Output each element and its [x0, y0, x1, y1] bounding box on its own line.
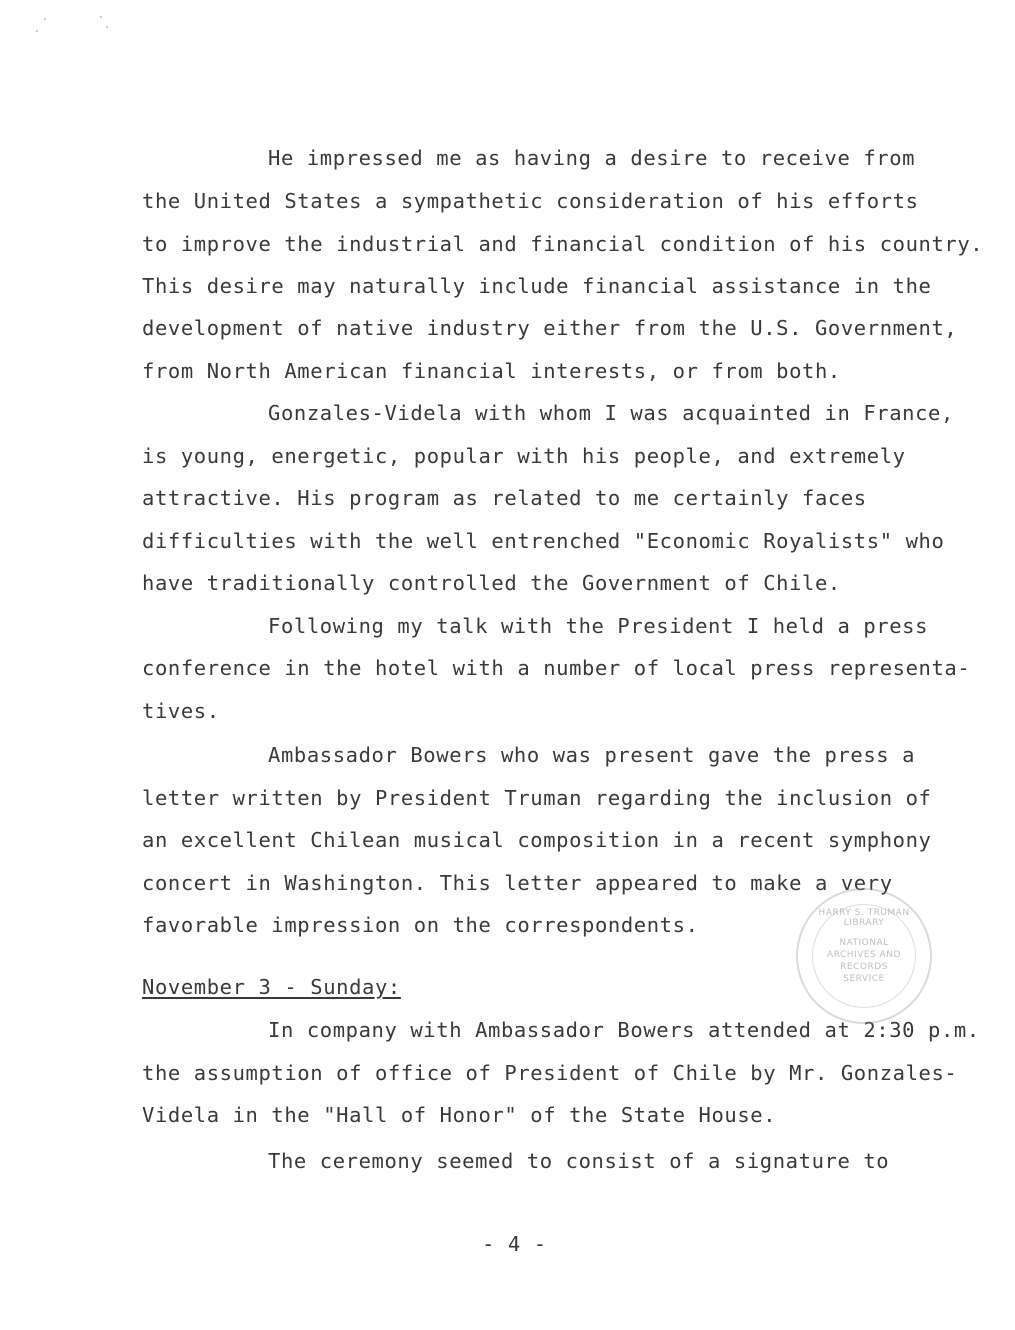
- body-line-9: attractive. His program as related to me certainly faces: [142, 486, 867, 510]
- stamp-text-2: NATIONAL: [839, 938, 889, 948]
- body-line-22: Videla in the "Hall of Honor" of the State House.: [142, 1103, 777, 1127]
- body-line-6: from North American financial interests, or from both.: [142, 359, 841, 383]
- scan-specks: [34, 8, 124, 48]
- body-line-16: letter written by President Truman regarding the inclusion of: [142, 786, 932, 810]
- body-line-5: development of native industry either from the U.S. Government,: [142, 316, 958, 340]
- body-line-11: have traditionally controlled the Government of Chile.: [142, 571, 841, 595]
- body-line-7: Gonzales-Videla with whom I was acquainted in France,: [268, 401, 954, 425]
- body-line-15: Ambassador Bowers who was present gave the press a: [268, 743, 916, 767]
- page-number: - 4 -: [482, 1232, 547, 1256]
- archive-stamp: [796, 888, 932, 1024]
- body-line-12: Following my talk with the President I held a press: [268, 614, 929, 638]
- body-line-20: In company with Ambassador Bowers attended at 2:30 p.m.: [268, 1018, 980, 1042]
- section-heading-november-3: November 3 - Sunday:: [142, 975, 401, 999]
- body-line-13: conference in the hotel with a number of local press representa-: [142, 656, 971, 680]
- body-line-19: favorable impression on the correspondents.: [142, 913, 699, 937]
- body-line-3: to improve the industrial and financial condition of his country.: [142, 232, 984, 256]
- body-line-8: is young, energetic, popular with his people, and extremely: [142, 444, 906, 468]
- body-line-10: difficulties with the well entrenched "Economic Royalists" who: [142, 529, 945, 553]
- body-line-17: an excellent Chilean musical composition in a recent symphony: [142, 828, 932, 852]
- stamp-text-4: RECORDS: [840, 962, 888, 972]
- body-line-14: tives.: [142, 699, 220, 723]
- stamp-text-1: HARRY S. TRUMAN LIBRARY: [818, 908, 910, 928]
- body-line-21: the assumption of office of President of Chile by Mr. Gonzales-: [142, 1061, 958, 1085]
- body-line-23: The ceremony seemed to consist of a signature to: [268, 1149, 890, 1173]
- body-line-2: the United States a sympathetic consideration of his efforts: [142, 189, 919, 213]
- body-line-1: He impressed me as having a desire to receive from: [268, 146, 916, 170]
- stamp-text-3: ARCHIVES AND: [827, 950, 901, 960]
- body-line-4: This desire may naturally include financial assistance in the: [142, 274, 932, 298]
- body-line-18: concert in Washington. This letter appeared to make a very: [142, 871, 893, 895]
- stamp-text-5: SERVICE: [843, 974, 885, 984]
